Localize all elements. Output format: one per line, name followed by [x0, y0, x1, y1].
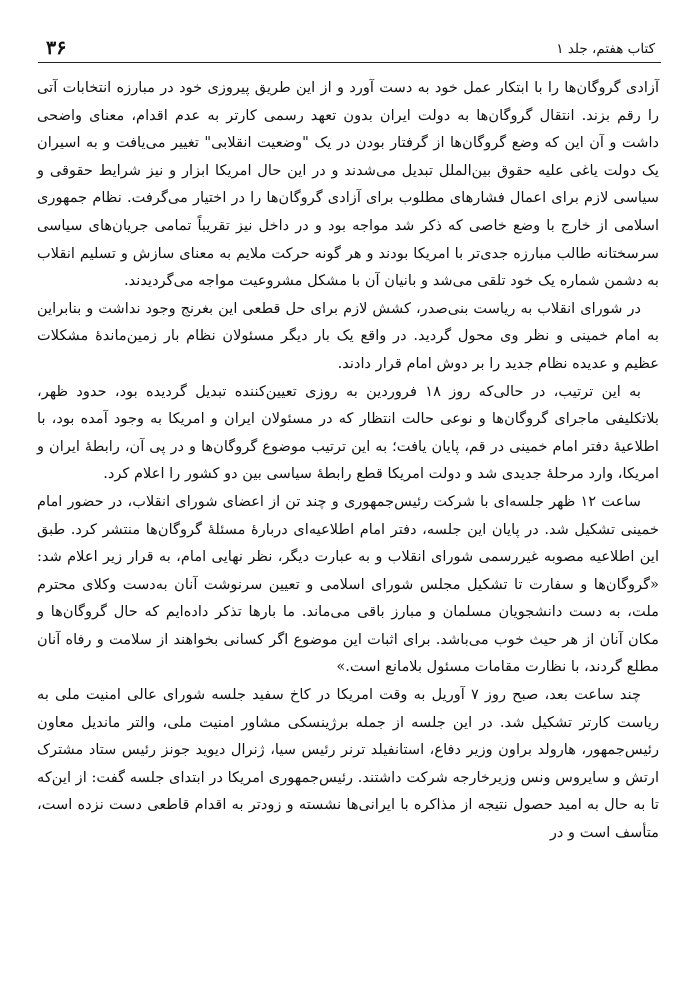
paragraph: ساعت ۱۲ ظهر جلسه‌ای با شرکت رئیس‌جمهوری و چند تن از اعضای شورای انقلاب، در حضور امام خمینی تشکیل شد. در پایان این جلسه، دفتر امام اطلاعیه‌ای دربارهٔ مسئلهٔ گروگان‌ها منتشر کرد. طبق این اطلاعیه مصوبه غیررسمی شورای انقلاب و به عبارت دیگر، نظر نهایی امام، به قرار زیر اعلام شد: «گروگان‌ها و سفارت تا تشکیل مجلس شورای اسلامی و تعیین سرنوشت آنان به‌دست وکلای محترم ملت، به دست دانشجویان مسلمان و مبارز باقی می‌ماند. ما بارها تذکر داده‌ایم که حال گروگان‌ها و مکان آنان از هر حیث خوب می‌باشد. برای اثبات این موضوع اگر کسانی بخواهند از سلامت و رفاه آنان مطلع گردند، با نظارت مقامات مسئول بلامانع است.»	[37, 492, 659, 676]
paragraph: در شورای انقلاب به ریاست بنی‌صدر، کشش لازم برای حل قطعی این بغرنج وجود نداشت و بنابراین به امام خمینی و نظر وی محول گردید. در واقع یک بار دیگر مسئولان نظام بار زمین‌ماندهٔ مشکلات عظیم و عدیده نظام جدید را بر دوش امام قرار دادند.	[37, 299, 659, 372]
page-header	[38, 36, 661, 63]
paragraph: چند ساعت بعد، صبح روز ۷ آوریل به وقت امریکا در کاخ سفید جلسه شورای عالی امنیت ملی به ریاست کارتر تشکیل شد. در این جلسه از جمله برژینسکی مشاور امنیت ملی، والتر ماندیل معاون رئیس‌جمهور، هارولد براون وزیر دفاع، استانفیلد ترنر رئیس سیا، ژنرال دیوید جونز رئیس ستاد مشترک ارتش و سایروس ونس وزیرخارجه شرکت داشتند. رئیس‌جمهوری امریکا در ابتدای جلسه گفت: از این‌که تا به حال به امید حصول نتیجه از مذاکره با ایرانی‌ها نشسته و زودتر به اقدام قاطعی دست نزده است، متأسف است و در	[37, 686, 659, 842]
page-number: ۳۶	[46, 37, 67, 59]
paragraph: آزادی گروگان‌ها را با ابتکار عمل خود به دست آورد و از این طریق پیروزی خود در مبارزه انتخابات آتی را رقم بزند. انتقال گروگان‌ها به دولت ایران بدون تعهد رسمی کارتر به عدم اقدام، معنای واضحی داشت و آن این که وضع گروگان‌ها از گرفتار بودن در یک "وضعیت انقلابی" تغییر می‌یافت و به اسیران یک دولت یاغی علیه حقوق بین‌الملل تبدیل می‌شدند و در این حال امریکا ابزار و نیز شرایط حقوقی و سیاسی لازم برای اعمال فشارهای مطلوب برای آزادی گروگان‌ها را در اختیار می‌گرفت. نظام جمهوری اسلامی از خارج با وضع خاصی که ذکر شد مواجه بود و در داخل نیز تقریباً تمامی جریان‌های سیاسی سرسختانه طالب مبارزه جدی‌تر با امریکا بودند و هر گونه حرکت ملایم به معنای سازش و تسلیم انقلاب به دشمن شماره یک خود تلقی می‌شد و بانیان آن با مشکل مشروعیت مواجه می‌گردیدند.	[37, 79, 659, 290]
running-title: کتاب هفتم، جلد ۱	[556, 41, 655, 57]
body-text	[37, 74, 659, 847]
paragraph: به این ترتیب، در حالی‌که روز ۱۸ فروردین به روزی تعیین‌کننده تبدیل گردیده بود، حدود ظهر، بلاتکلیفی ماجرای گروگان‌ها و نوعی حالت انتظار که در مسئولان ایران و امریکا به وجود آمده بود، با اطلاعیهٔ دفتر امام خمینی در قم، پایان یافت؛ به این ترتیب موضوع گروگان‌ها و در پی آن، رابطهٔ ایران و امریکا، وارد مرحلهٔ جدیدی شد و دولت امریکا قطع رابطهٔ سیاسی بین دو کشور را اعلام کرد.	[37, 382, 659, 483]
